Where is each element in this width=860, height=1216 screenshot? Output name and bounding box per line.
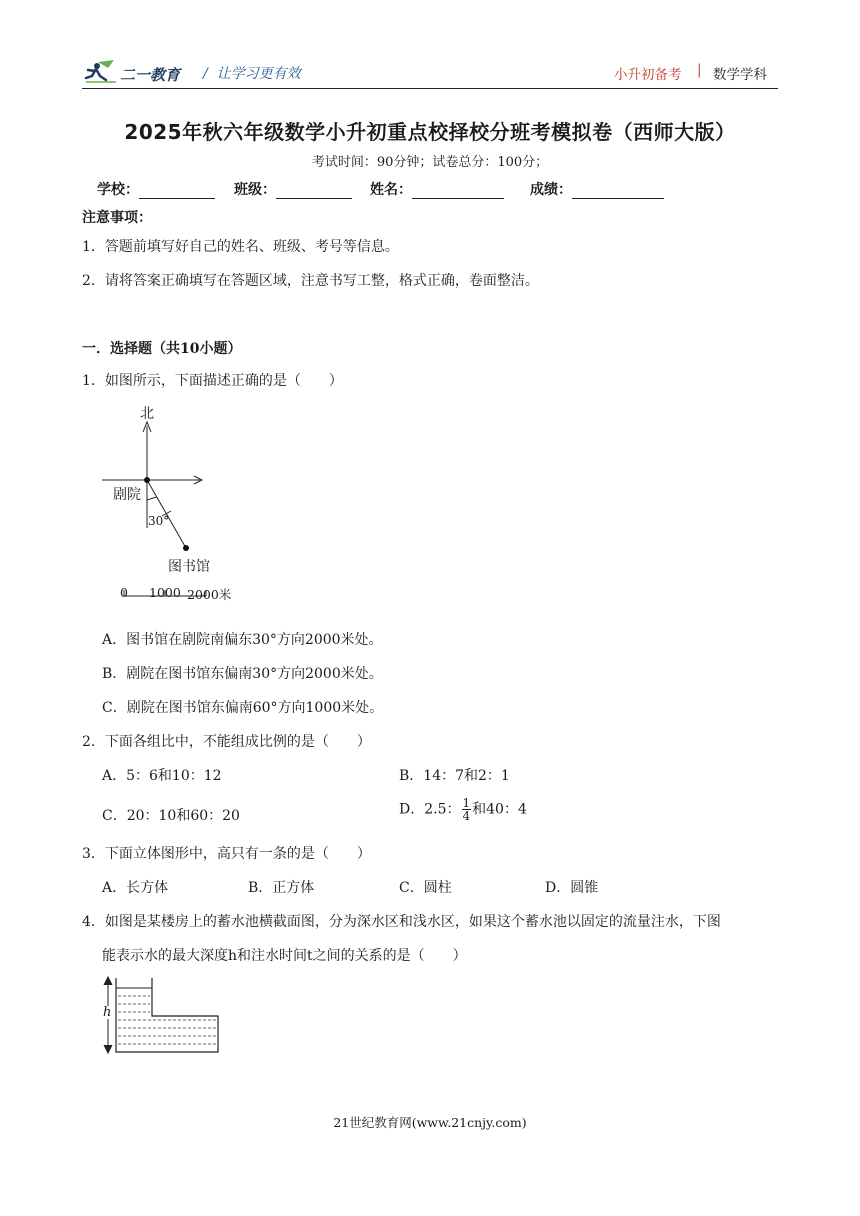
fraction-denominator: 4 bbox=[462, 809, 471, 823]
question-2-option[interactable]: B．14：7和2：1 bbox=[399, 768, 510, 784]
slogan: / 让学习更有效 bbox=[203, 66, 301, 82]
reservoir-cross-section bbox=[100, 974, 224, 1056]
name-blank[interactable] bbox=[412, 184, 504, 199]
option-d-suffix: 和40：4 bbox=[472, 801, 527, 818]
header-category: 小升初备考 bbox=[614, 67, 682, 83]
question-2-option[interactable]: C．20：10和60：20 bbox=[102, 808, 240, 824]
library-label: 图书馆 bbox=[168, 559, 210, 575]
header-subject: 数学学科 bbox=[713, 67, 767, 83]
field-label: 班级： bbox=[234, 182, 276, 198]
header-divider-line bbox=[82, 88, 778, 89]
fraction-numerator: 1 bbox=[462, 796, 471, 810]
question-4-stem-line1: 4．如图是某楼房上的蓄水池横截面图，分为深水区和浅水区，如果这个蓄水池以固定的流量注水，下图 bbox=[82, 914, 721, 930]
field-score bbox=[530, 179, 664, 199]
notice-item: 2．请将答案正确填写在答题区域，注意书写工整，格式正确，卷面整洁。 bbox=[82, 273, 539, 289]
north-label: 北 bbox=[140, 406, 154, 422]
school-blank[interactable] bbox=[139, 184, 215, 199]
question-2-option[interactable] bbox=[399, 797, 527, 822]
slogan-text: 让学习更有效 bbox=[216, 66, 301, 82]
header-divider: | bbox=[697, 62, 702, 78]
depth-label: h bbox=[103, 1005, 112, 1020]
angle-label: 30° bbox=[148, 514, 170, 528]
question-3-stem: 3．下面立体图形中，高只有一条的是（ ） bbox=[82, 846, 371, 862]
question-1-option[interactable]: B．剧院在图书馆东偏南30°方向2000米处。 bbox=[102, 666, 383, 682]
question-2-stem: 2．下面各组比中，不能组成比例的是（ ） bbox=[82, 734, 371, 750]
field-label: 成绩： bbox=[530, 182, 572, 198]
field-label: 学校： bbox=[97, 182, 139, 198]
scale-label-1000: 1000 bbox=[149, 585, 181, 600]
field-class bbox=[234, 179, 352, 199]
theater-label: 剧院 bbox=[113, 487, 141, 503]
notice-item: 1．答题前填写好自己的姓名、班级、考号等信息。 bbox=[82, 239, 399, 255]
runner-logo-icon bbox=[84, 58, 120, 86]
question-3-option[interactable]: C．圆柱 bbox=[399, 880, 452, 896]
compass-diagram bbox=[96, 398, 246, 616]
logo bbox=[84, 58, 204, 86]
question-1-option[interactable]: A．图书馆在剧院南偏东30°方向2000米处。 bbox=[102, 632, 383, 648]
option-d-prefix: D．2.5： bbox=[399, 801, 461, 818]
page-title: 2025年秋六年级数学小升初重点校择校分班考模拟卷（西师大版） bbox=[124, 120, 736, 144]
notice-heading: 注意事项： bbox=[82, 210, 152, 226]
class-blank[interactable] bbox=[276, 184, 352, 199]
question-3-option[interactable]: D．圆锥 bbox=[545, 880, 599, 896]
scale-label-2000: 2000米 bbox=[187, 587, 232, 602]
question-1-figure bbox=[96, 398, 246, 616]
fraction bbox=[462, 797, 472, 822]
field-name bbox=[370, 179, 504, 199]
logo-text: 二一教育 bbox=[120, 66, 181, 84]
question-1-stem: 1．如图所示，下面描述正确的是（ ） bbox=[82, 373, 343, 389]
field-school bbox=[97, 179, 215, 199]
question-3-option[interactable]: A．长方体 bbox=[102, 880, 169, 896]
score-blank[interactable] bbox=[572, 184, 664, 199]
question-3-option[interactable]: B．正方体 bbox=[248, 880, 315, 896]
question-4-stem-line2: 能表示水的最大深度h和注水时间t之间的关系的是（ ） bbox=[102, 948, 467, 964]
question-2-option[interactable]: A．5：6和10：12 bbox=[102, 768, 222, 784]
scale-label-0: 0 bbox=[120, 585, 128, 600]
page-footer: 21世纪教育网(www.21cnjy.com) bbox=[333, 1115, 527, 1130]
field-label: 姓名： bbox=[370, 182, 412, 198]
section-heading: 一．选择题（共10小题） bbox=[82, 341, 242, 357]
question-4-figure bbox=[100, 974, 224, 1056]
exam-info: 考试时间：90分钟；试卷总分：100分； bbox=[311, 155, 549, 170]
question-1-option[interactable]: C．剧院在图书馆东偏南60°方向1000米处。 bbox=[102, 700, 384, 716]
